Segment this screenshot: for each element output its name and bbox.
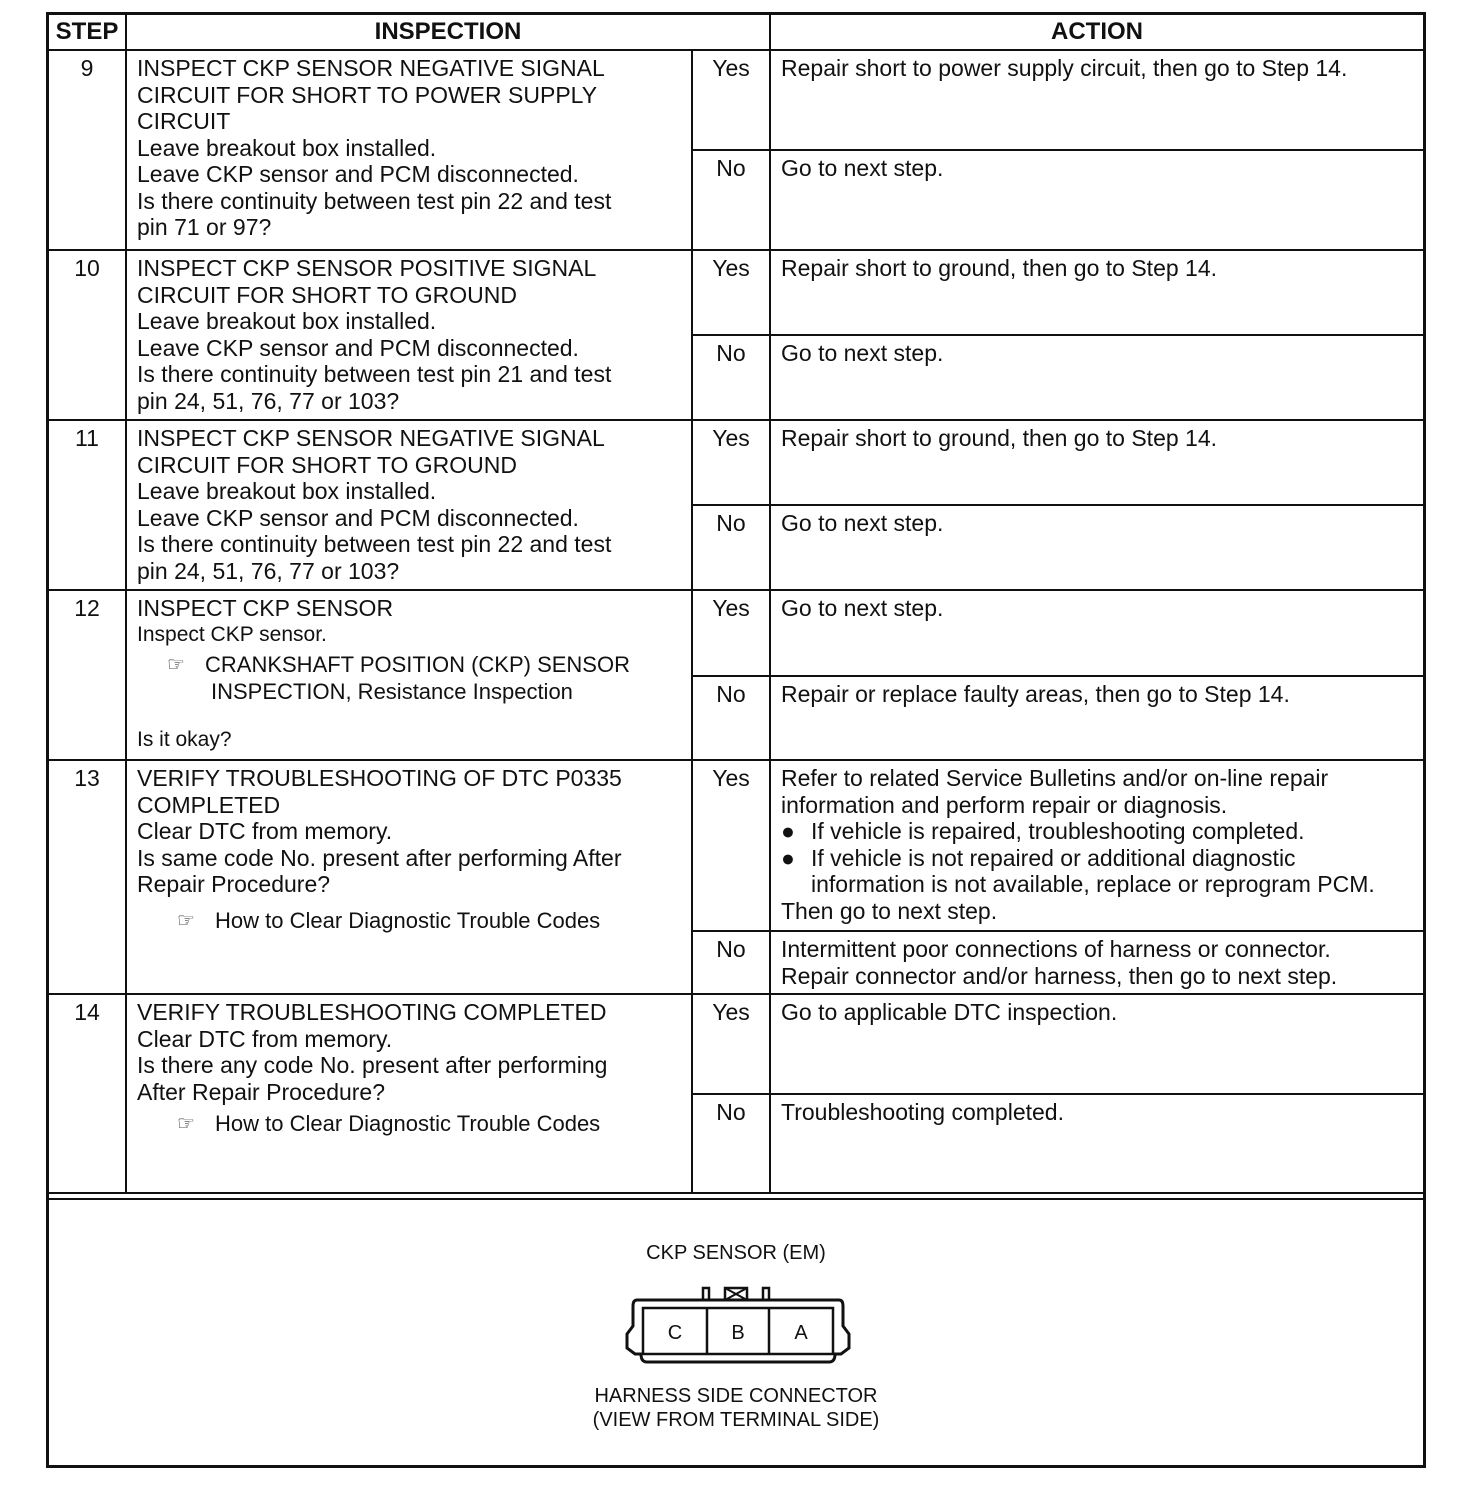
reference-line: CRANKSHAFT POSITION (CKP) SENSOR [205,652,630,677]
inspection-title: CIRCUIT FOR SHORT TO GROUND [137,281,517,308]
bullet-icon: ● [781,844,795,871]
header-row [49,15,1423,50]
no-label: No [692,150,770,250]
yes-action-tail: Then go to next step. [781,897,998,924]
bullet-icon: ● [781,818,795,844]
bullet-text: If vehicle is repaired, troubleshooting completed. [811,818,1305,844]
step-number: 10 [49,250,126,420]
yes-label: Yes [692,420,770,505]
inspection-cell [126,250,692,420]
step-number: 14 [49,994,126,1193]
table-row [49,760,1423,931]
inspection-text: Leave CKP sensor and PCM disconnected. [137,504,579,531]
yes-action: Go to applicable DTC inspection. [770,994,1423,1094]
inspection-title: VERIFY TROUBLESHOOTING OF DTC P0335 [137,765,622,791]
no-label: No [692,1094,770,1193]
yes-action: Repair short to ground, then go to Step 14. [770,250,1423,335]
inspection-title: COMPLETED [137,791,281,818]
inspection-cell [126,994,692,1193]
yes-action: Go to next step. [770,590,1423,676]
bullet-item [781,818,1415,845]
inspection-text: pin 71 or 97? [137,214,272,240]
yes-action: information and perform repair or diagnosis. [781,791,1228,818]
inspection-title: INSPECT CKP SENSOR POSITIVE SIGNAL [137,255,597,281]
inspection-title: INSPECT CKP SENSOR NEGATIVE SIGNAL [137,425,605,451]
inspection-title: CIRCUIT FOR SHORT TO POWER SUPPLY [137,81,598,108]
no-label: No [692,931,770,994]
table-row [49,250,1423,335]
yes-action-cell [770,760,1423,931]
step-number: 11 [49,420,126,590]
no-action: Go to next step. [770,505,1423,590]
reference-text [205,652,630,705]
bullet-item [781,845,1415,898]
yes-label: Yes [692,590,770,676]
connector-diagram [49,1198,1423,1467]
inspection-text: After Repair Procedure? [137,1078,386,1105]
inspection-text: Is there continuity between test pin 22 and test [137,531,612,557]
reference-link[interactable] [137,1111,683,1138]
pointing-hand-icon: ☞ [177,1113,195,1135]
no-action: Go to next step. [770,150,1423,250]
caption-line: (VIEW FROM TERMINAL SIDE) [592,1409,880,1431]
header-inspection: INSPECTION [126,15,770,50]
no-label: No [692,505,770,590]
yes-label: Yes [692,760,770,931]
inspection-text: Leave CKP sensor and PCM disconnected. [137,161,579,187]
inspection-title: VERIFY TROUBLESHOOTING COMPLETED [137,999,607,1025]
inspection-text: Leave breakout box installed. [137,478,437,504]
table-row [49,994,1423,1094]
inspection-text: Leave breakout box installed. [137,134,437,161]
caption-line: HARNESS SIDE CONNECTOR [594,1385,878,1407]
pointing-hand-icon: ☞ [167,654,185,676]
inspection-text: Is there any code No. present after performing [137,1052,608,1078]
inspection-cell [126,760,692,994]
inspection-text: Clear DTC from memory. [137,818,393,844]
troubleshooting-table [49,15,1423,1194]
no-action: Intermittent poor connections of harness or connector. [781,936,1331,962]
inspection-title: CIRCUIT FOR SHORT TO GROUND [137,451,517,478]
inspection-text: Repair Procedure? [137,871,331,897]
diagnostic-sheet [46,12,1426,1468]
inspection-text: pin 24, 51, 76, 77 or 103? [137,387,400,414]
reference-link[interactable] [137,908,683,935]
table-row [49,420,1423,505]
yes-label: Yes [692,50,770,150]
inspection-text: Is there continuity between test pin 21 and test [137,361,612,387]
yes-label: Yes [692,250,770,335]
step-number: 12 [49,590,126,760]
diagram-title: CKP SENSOR (EM) [646,1242,826,1264]
no-action: Repair or replace faulty areas, then go to Step 14. [770,676,1423,760]
inspection-text: Inspect CKP sensor. [137,622,327,646]
connector-icon [623,1286,853,1366]
no-label: No [692,676,770,760]
reference-text: How to Clear Diagnostic Trouble Codes [215,1111,601,1136]
header-step: STEP [49,15,126,50]
yes-label: Yes [692,994,770,1094]
no-action: Go to next step. [770,335,1423,420]
diagram-caption [49,1384,1423,1432]
step-number: 9 [49,50,126,250]
yes-action: Repair short to power supply circuit, then go to Step 14. [770,50,1423,150]
bullet-text: If vehicle is not repaired or additional diagnostic information is not available, replace or reprogram PCM. [811,844,1375,897]
inspection-question: Is it okay? [137,728,232,751]
step-number: 13 [49,760,126,994]
terminal-label: C [667,1322,683,1344]
inspection-cell [126,50,692,250]
inspection-text: Is same code No. present after performing After [137,844,622,871]
no-action-cell [770,931,1423,994]
yes-action: Repair short to ground, then go to Step 14. [770,420,1423,505]
inspection-text: Leave breakout box installed. [137,308,437,334]
inspection-cell [126,590,692,760]
inspection-title: INSPECT CKP SENSOR [137,595,394,621]
inspection-text: Leave CKP sensor and PCM disconnected. [137,334,579,361]
header-action: ACTION [770,15,1423,50]
no-label: No [692,335,770,420]
reference-link[interactable] [137,652,683,705]
no-action: Troubleshooting completed. [770,1094,1423,1193]
no-action: Repair connector and/or harness, then go to next step. [781,962,1338,989]
inspection-title: INSPECT CKP SENSOR NEGATIVE SIGNAL [137,55,605,81]
inspection-title: CIRCUIT [137,108,231,134]
inspection-text: Clear DTC from memory. [137,1025,393,1052]
inspection-cell [126,420,692,590]
terminal-label: B [731,1322,745,1344]
inspection-text: Is there continuity between test pin 22 and test [137,187,612,214]
yes-action: Refer to related Service Bulletins and/or on-line repair [781,765,1329,791]
table-row [49,590,1423,676]
table-row [49,50,1423,150]
pointing-hand-icon: ☞ [177,909,195,932]
inspection-text: pin 24, 51, 76, 77 or 103? [137,557,400,584]
reference-line: INSPECTION, Resistance Inspection [211,678,573,704]
terminal-label: A [794,1322,808,1344]
reference-text: How to Clear Diagnostic Trouble Codes [215,907,601,933]
